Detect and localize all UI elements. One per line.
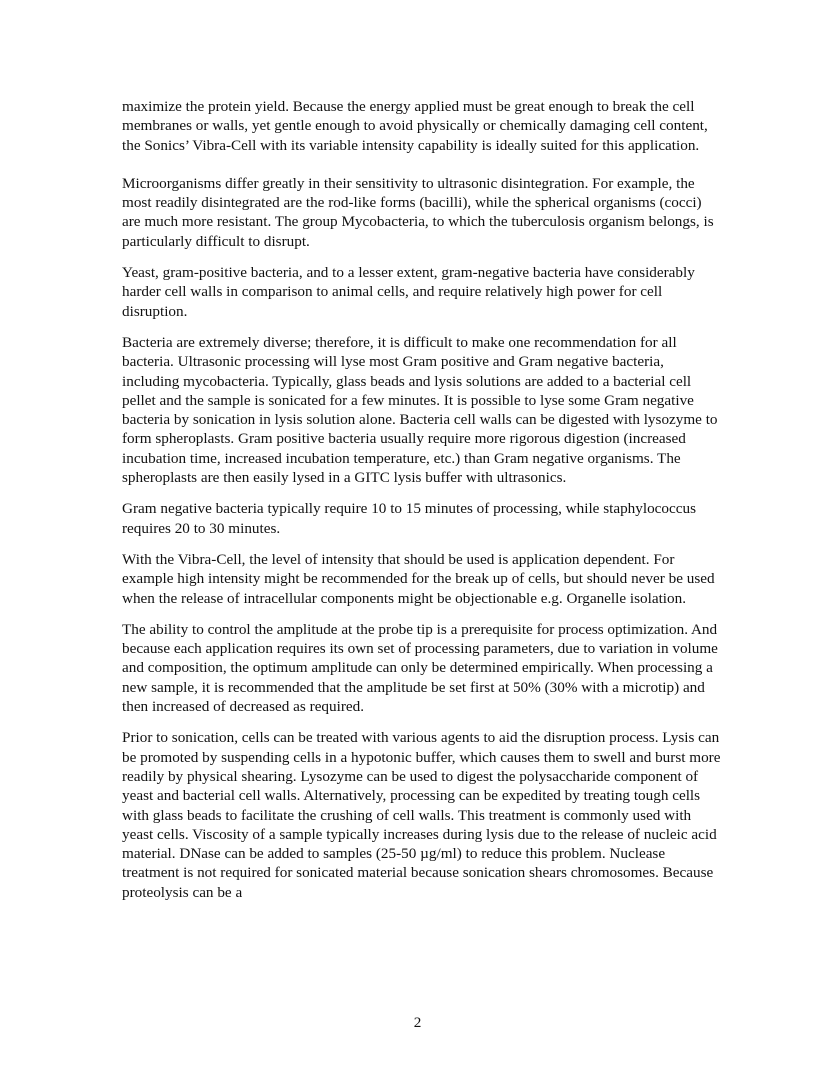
paragraph-2: Microorganisms differ greatly in their sensitivity to ultrasonic disintegration. For example, the most readily disintegrated are the rod-like forms (bacilli), while the spherical organisms (cocci) are much more resistant. The group Mycobacteria, to which the tuberculosis organism belongs, is particularly difficult to disrupt. [122,174,714,250]
paragraph-1: maximize the protein yield. Because the energy applied must be great enough to break the cell membranes or walls, yet gentle enough to avoid physically or chemically damaging cell content, the Sonics’ Vibra-Cell with its variable intensity capability is ideally suited for this application. [122,98,708,154]
body-text [122,97,722,914]
paragraph-4: Bacteria are extremely diverse; therefore, it is difficult to make one recommendation for all bacteria. Ultrasonic processing will lyse most Gram positive and Gram negative bacteria, including mycobacteria. Typically, glass beads and lysis solutions are added to a bacterial cell pellet and the sample is sonicated for a few minutes. It is possible to lyse some Gram negative bacteria by sonication in lysis solution alone. Bacteria cell walls can be digested with lysozyme to form spheroplasts. Gram positive bacteria usually require more rigorous digestion (increased incubation time, increased incubation temperature, etc.) than Gram negative organisms. The spheroplasts are then easily lysed in a GITC lysis buffer with ultrasonics. [122,333,718,487]
paragraph-7: The ability to control the amplitude at the probe tip is a prerequisite for process optimization. And because each application requires its own set of processing parameters, due to variation in volume and composition, the optimum amplitude can only be determined empirically. When processing a new sample, it is recommended that the amplitude be set first at 50% (30% with a microtip) and then increased of decreased as required. [122,620,718,716]
paragraph-5: Gram negative bacteria typically require 10 to 15 minutes of processing, while staphylococcus requires 20 to 30 minutes. [122,500,696,537]
paragraph-8: Prior to sonication, cells can be treated with various agents to aid the disruption process. Lysis can be promoted by suspending cells in a hypotonic buffer, which causes them to swell and burst more readily by physical shearing. Lysozyme can be used to digest the polysaccharide component of yeast and bacterial cell walls. Alternatively, processing can be expedited by treating tough cells with glass beads to facilitate the crushing of cell walls. This treatment is commonly used with yeast cells. Viscosity of a sample typically increases during lysis due to the release of nucleic acid material. DNase can be added to samples (25-50 µg/ml) to reduce this problem. Nuclease treatment is not required for sonicated material because sonication shears chromosomes. Because proteolysis can be a [122,729,721,901]
paragraph-6: With the Vibra-Cell, the level of intensity that should be used is application dependent. For example high intensity might be recommended for the break up of cells, but should never be used when the release of intracellular components might be objectionable e.g. Organelle isolation. [122,550,715,607]
page-number: 2 [413,1014,422,1031]
paragraph-3: Yeast, gram-positive bacteria, and to a lesser extent, gram-negative bacteria have considerably harder cell walls in comparison to animal cells, and require relatively high power for cell disruption. [122,264,695,320]
